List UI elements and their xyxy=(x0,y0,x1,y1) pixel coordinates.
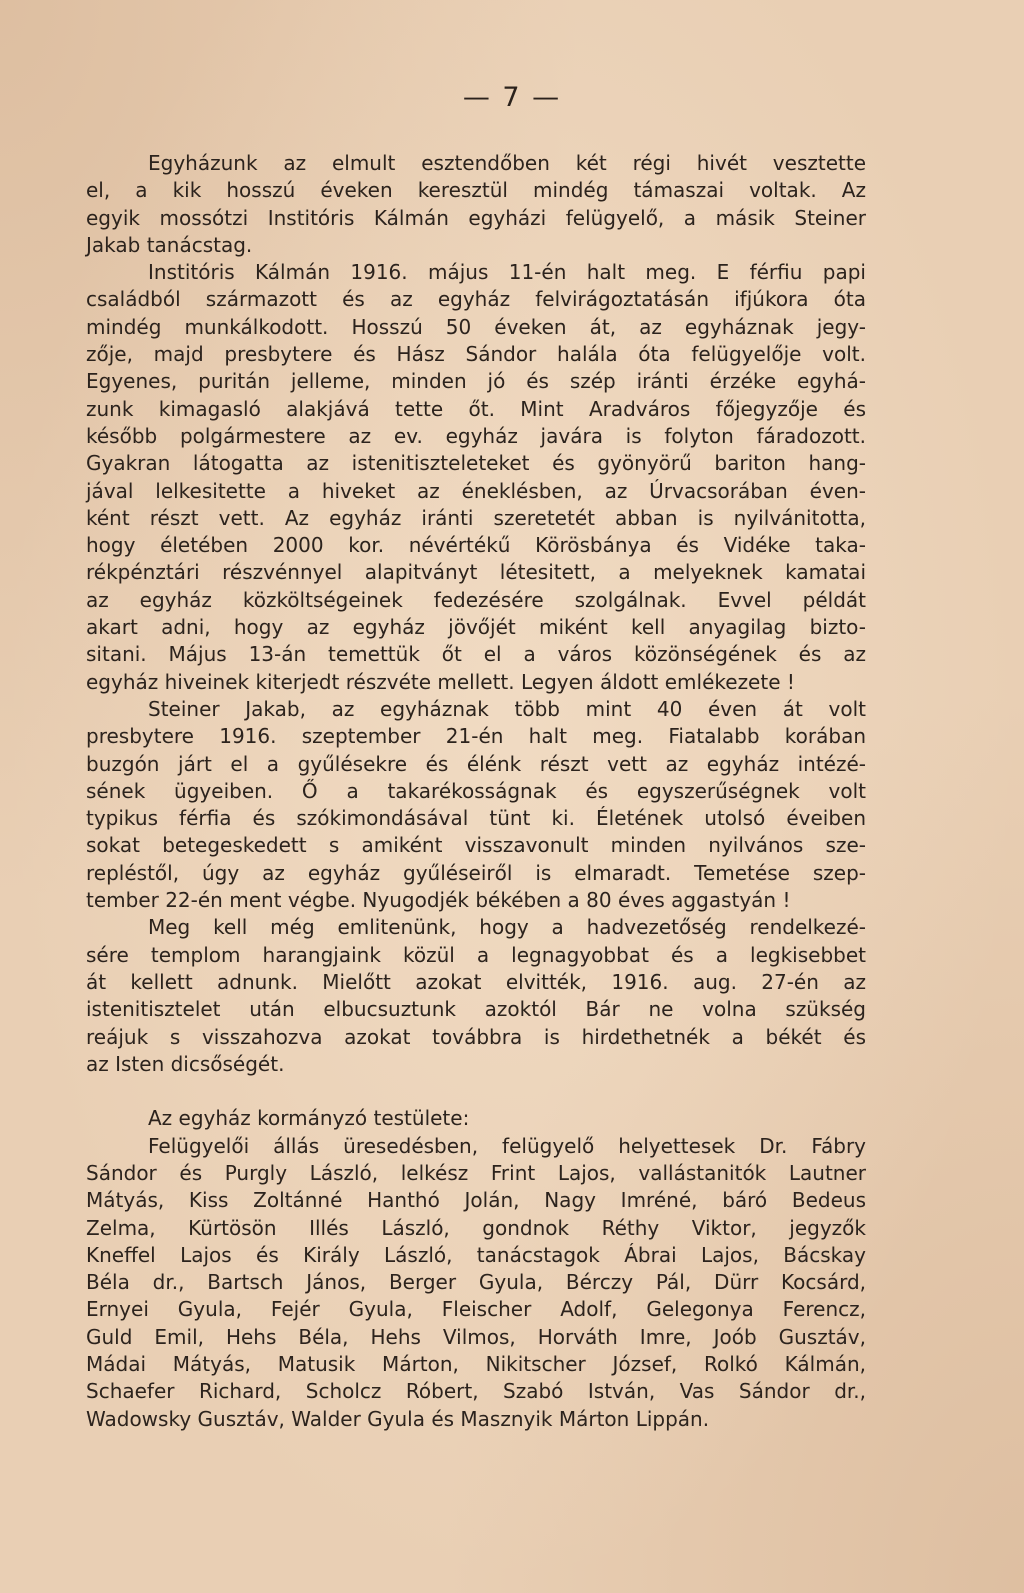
text-line: hogy életében 2000 kor. névértékű Körösbánya és Vidéke taka- xyxy=(86,533,866,558)
text-line: rékpénztári részvénnyel alapitványt létesitett, a melyeknek kamatai xyxy=(86,560,866,585)
text-line: Steiner Jakab, az egyháznak több mint 40 éven át volt xyxy=(148,696,866,721)
text-line: Schaefer Richard, Scholcz Róbert, Szabó István, Vas Sándor dr., xyxy=(86,1379,866,1404)
paragraph xyxy=(86,1133,866,1433)
text-line: Meg kell még emlitenünk, hogy a hadvezetőség rendelkezé- xyxy=(148,915,866,940)
text-line: Mádai Mátyás, Matusik Márton, Nikitscher József, Rolkó Kálmán, xyxy=(86,1352,866,1377)
paragraph xyxy=(86,1105,866,1132)
text-line: sitani. Május 13-án temettük őt el a város közönségének és az xyxy=(86,642,866,667)
paragraph xyxy=(86,696,866,914)
text-line: Wadowsky Gusztáv, Walder Gyula és Masznyik Márton Lippán. xyxy=(86,1406,710,1431)
text-line: sokat betegeskedett s amiként visszavonult minden nyilvános sze- xyxy=(86,833,866,858)
text-line: Felügyelői állás üresedésben, felügyelő helyettesek Dr. Fábry xyxy=(148,1133,866,1158)
text-line: presbytere 1916. szeptember 21-én halt meg. Fiatalabb korában xyxy=(86,724,866,749)
text-line: istenitisztelet után elbucsuztunk azoktól Bár ne volna szükség xyxy=(86,997,866,1022)
text-line: jával lelkesitette a hiveket az éneklésben, az Úrvacsorában éven- xyxy=(86,478,866,503)
text-line: később polgármestere az ev. egyház javára is folyton fáradozott. xyxy=(86,423,866,448)
text-line: családból származott és az egyház felvirágoztatásán ifjúkora óta xyxy=(86,287,866,312)
paragraph-gap xyxy=(86,1078,866,1105)
text-line: mindég munkálkodott. Hosszú 50 éveken át, az egyháznak jegy- xyxy=(86,314,866,339)
text-line: sére templom harangjaink közül a legnagyobbat és a legkisebbet xyxy=(86,942,866,967)
text-line: Egyházunk az elmult esztendőben két régi hivét vesztette xyxy=(148,151,866,175)
text-line: zője, majd presbytere és Hász Sándor halála óta felügyelője volt. xyxy=(86,342,866,367)
text-line: el, a kik hosszú éveken keresztül mindég támaszai voltak. Az xyxy=(86,178,866,203)
paragraph xyxy=(86,259,866,696)
text-line: repléstől, úgy az egyház gyűléseiről is elmaradt. Temetése szep- xyxy=(86,860,866,885)
text-line: typikus férfia és szókimondásával tünt ki. Életének utolsó éveiben xyxy=(86,806,866,831)
text-line: Institóris Kálmán 1916. május 11-én halt meg. E férfiu papi xyxy=(148,260,866,285)
body-text xyxy=(86,150,866,1433)
text-line: Gyakran látogatta az istenitiszteleteket és gyönyörű bariton hang- xyxy=(86,451,866,476)
page-number: — 7 — xyxy=(462,82,562,113)
text-line: Egyenes, puritán jelleme, minden jó és szép iránti érzéke egyhá- xyxy=(86,369,866,394)
text-line: Béla dr., Bartsch János, Berger Gyula, Bérczy Pál, Dürr Kocsárd, xyxy=(86,1270,866,1295)
text-line: Ernyei Gyula, Fejér Gyula, Fleischer Adolf, Gelegonya Ferencz, xyxy=(86,1297,866,1322)
text-line: egyház hiveinek kiterjedt részvéte mellett. Legyen áldott emlékezete ! xyxy=(86,669,795,694)
text-line: ként részt vett. Az egyház iránti szeretetét abban is nyilvánitotta, xyxy=(86,505,866,530)
text-line: sének ügyeiben. Ő a takarékosságnak és egyszerűségnek volt xyxy=(86,778,866,803)
text-line: Az egyház kormányzó testülete: xyxy=(148,1106,470,1131)
text-line: egyik mossótzi Institóris Kálmán egyházi felügyelő, a másik Steiner xyxy=(86,205,866,230)
paragraph xyxy=(86,150,866,259)
text-line: át kellett adnunk. Mielőtt azokat elvitték, 1916. aug. 27-én az xyxy=(86,969,866,994)
text-line: buzgón járt el a gyűlésekre és élénk részt vett az egyház intézé- xyxy=(86,751,866,776)
text-line: akart adni, hogy az egyház jövőjét miként kell anyagilag bizto- xyxy=(86,615,866,640)
text-line: reájuk s visszahozva azokat továbbra is hirdethetnék a békét és xyxy=(86,1024,866,1049)
text-line: Mátyás, Kiss Zoltánné Hanthó Jolán, Nagy Imréné, báró Bedeus xyxy=(86,1188,866,1213)
text-line: Jakab tanácstag. xyxy=(86,232,253,257)
text-line: az Isten dicsőségét. xyxy=(86,1051,285,1076)
text-line: tember 22-én ment végbe. Nyugodjék békében a 80 éves aggastyán ! xyxy=(86,888,791,913)
text-line: Sándor és Purgly László, lelkész Frint Lajos, vallástanitók Lautner xyxy=(86,1160,866,1185)
text-line: Kneffel Lajos és Király László, tanácstagok Ábrai Lajos, Bácskay xyxy=(86,1242,866,1267)
text-line: Guld Emil, Hehs Béla, Hehs Vilmos, Horváth Imre, Joób Gusztáv, xyxy=(86,1324,866,1349)
text-line: zunk kimagasló alakjává tette őt. Mint Aradváros főjegyzője és xyxy=(86,396,866,421)
text-line: Zelma, Kürtösön Illés László, gondnok Réthy Viktor, jegyzők xyxy=(86,1215,866,1240)
text-line: az egyház közköltségeinek fedezésére szolgálnak. Evvel példát xyxy=(86,587,866,612)
paragraph xyxy=(86,914,866,1078)
